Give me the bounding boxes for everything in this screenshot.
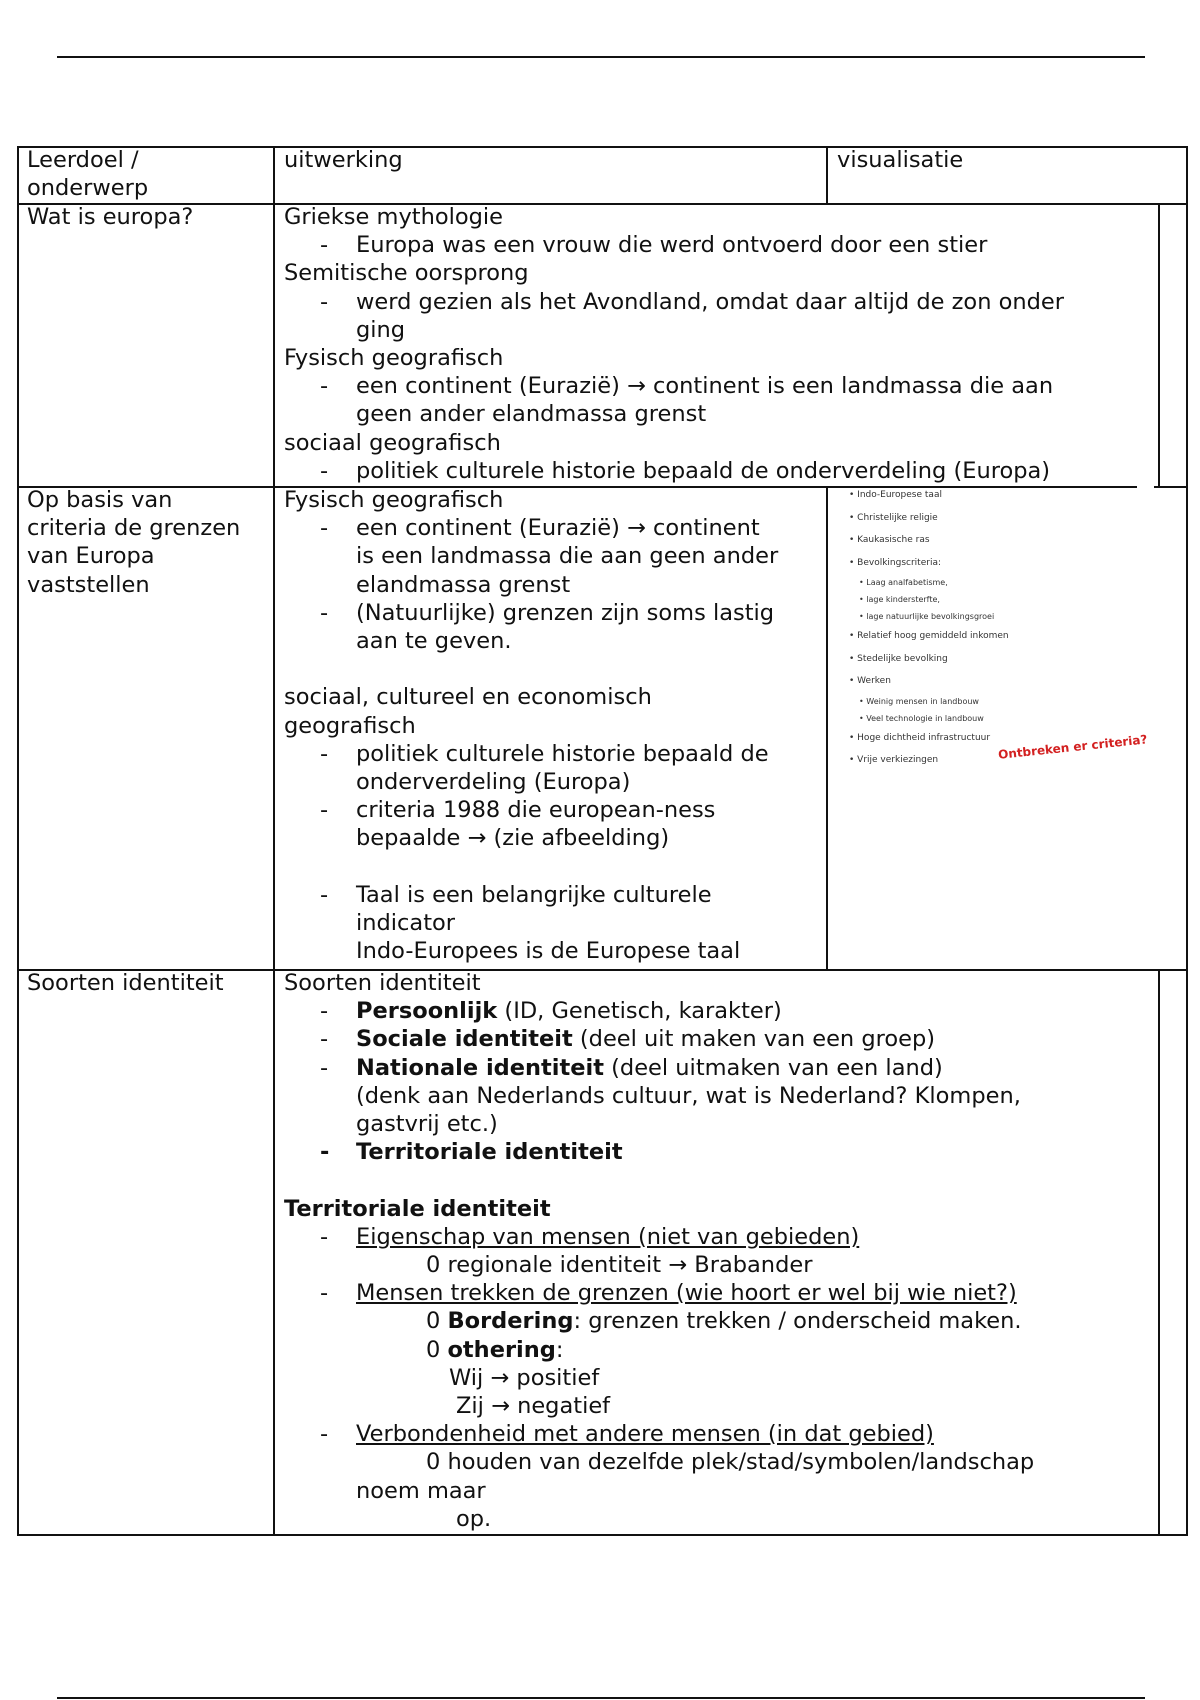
blank-line	[284, 655, 778, 683]
heading-line: sociaal, cultureel en economisch	[284, 684, 652, 711]
header-topic-line: Leerdoel /	[27, 147, 139, 173]
bullet-text: aan te geven.	[356, 628, 512, 655]
sub-text: : grenzen trekken / onderscheid maken.	[573, 1308, 1022, 1335]
bullet-text: indicator	[356, 910, 456, 937]
bold-term: othering	[447, 1336, 556, 1363]
bullet-text: - politiek culturele historie bepaald de	[356, 740, 769, 767]
bullet-text: - politiek culturele historie bepaald de onderverdeling (Europa)	[356, 457, 1051, 484]
underlined-text: - Eigenschap van mensen (niet van gebieden)	[356, 1223, 860, 1250]
header-visualisation	[827, 146, 973, 174]
section-heading: Territoriale identiteit	[284, 1195, 551, 1222]
header-topic-line: onderwerp	[27, 175, 149, 202]
criteria-item: • Indo-Europese taal	[849, 490, 942, 500]
row2-content	[274, 486, 788, 965]
table-border-left	[17, 146, 19, 1536]
topic-line: Op basis van	[27, 487, 173, 513]
bullet-item	[284, 1420, 1034, 1448]
criteria-item: • Bevolkingscriteria:	[849, 557, 941, 568]
criteria-item: • Werken	[849, 676, 891, 686]
bullet-text: ging	[356, 316, 406, 343]
row3-content	[274, 969, 1044, 1533]
footer-rule	[57, 1697, 1145, 1699]
underlined-text: - Verbondenheid met andere mensen (in dat gebied)	[356, 1421, 934, 1448]
topic-line: vaststellen	[27, 571, 150, 598]
criteria-image	[849, 484, 1149, 774]
bullet-item	[284, 1025, 1034, 1053]
row1-topic	[17, 203, 274, 231]
table-border-bottom	[17, 1534, 1188, 1536]
column-divider	[1158, 969, 1160, 1536]
sub-marker: 0	[426, 1336, 448, 1363]
topic-line: van Europa	[27, 543, 155, 570]
bullet-text: (deel uit maken van een groep)	[572, 1026, 936, 1053]
criteria-subitem: • Weinig mensen in landbouw	[859, 696, 979, 706]
header-rule	[57, 56, 1145, 58]
row1-content	[274, 203, 1074, 485]
bullet-text: - Taal is een belangrijke culturele	[356, 881, 712, 908]
bullet-item	[284, 997, 1034, 1025]
heading-line: sociaal geografisch	[284, 429, 501, 456]
table-border-right	[1186, 146, 1188, 1536]
bullet-text: (ID, Genetisch, karakter)	[497, 998, 782, 1025]
bullet-item	[284, 1054, 1034, 1139]
sub-marker: 0	[426, 1308, 448, 1335]
row3-topic-text: Soorten identiteit	[27, 970, 224, 996]
sub-point	[284, 1336, 1034, 1364]
bullet-item	[284, 514, 778, 599]
row2-topic	[17, 486, 274, 599]
bullet-text: gastvrij etc.)	[356, 1111, 498, 1138]
heading-line: geografisch	[284, 712, 416, 739]
heading-line: Fysisch geografisch	[284, 345, 504, 372]
bold-term: Nationale identiteit	[356, 1054, 604, 1081]
bullet-text: - criteria 1988 die european-ness	[356, 797, 716, 824]
bullet-item	[284, 881, 778, 966]
heading-line: Fysisch geografisch	[284, 487, 504, 513]
bold-term: Sociale identiteit	[356, 1026, 573, 1053]
blank-line	[284, 1166, 1034, 1194]
criteria-item: • Stedelijke bevolking	[849, 653, 948, 664]
bullet-text: - een continent (Eurazië) → continent	[356, 515, 760, 542]
bullet-text: geen ander elandmassa grenst	[356, 401, 707, 428]
bullet-item	[284, 796, 778, 852]
bullet-text: - werd gezien als het Avondland, omdat daar altijd de zon onder	[356, 288, 1065, 315]
continuation-line: op.	[456, 1505, 492, 1532]
heading-line: Soorten identiteit	[284, 970, 481, 996]
criteria-subitem: • lage natuurlijke bevolkingsgroei	[859, 612, 995, 621]
bullet-item	[284, 740, 778, 796]
sub-sub-point: Wij → positief	[449, 1364, 600, 1391]
bullet-item	[284, 1223, 1034, 1251]
criteria-item: • Vrije verkiezingen	[849, 755, 939, 765]
bullet-text: - een continent (Eurazië) → continent is een landmassa die aan	[356, 373, 1054, 400]
criteria-subitem: • lage kindersterfte,	[859, 595, 940, 604]
sub-text: :	[555, 1336, 564, 1363]
notes-table	[17, 146, 1188, 1536]
bold-term: - Territoriale identiteit	[356, 1139, 623, 1166]
bullet-item	[284, 288, 1064, 344]
bullet-item	[284, 1279, 1034, 1307]
bullet-text: (denk aan Nederlands cultuur, wat is Nederland? Klompen,	[356, 1082, 1021, 1109]
criteria-item: • Hoge dichtheid infrastructuur	[849, 732, 991, 743]
bullet-text: elandmassa grenst	[356, 571, 571, 598]
blank-line	[284, 853, 778, 881]
bullet-text: onderverdeling (Europa)	[356, 769, 631, 796]
bullet-text: bepaalde → (zie afbeelding)	[356, 825, 670, 852]
criteria-subitem: • Veel technologie in landbouw	[859, 713, 984, 723]
bullet-text: - Europa was een vrouw die werd ontvoerd door een stier	[356, 232, 988, 259]
row3-topic	[17, 969, 274, 997]
column-divider	[826, 486, 828, 971]
sub-point: 0 houden van dezelfde plek/stad/symbolen/landschap	[426, 1449, 1035, 1476]
bullet-text: Indo-Europees is de Europese taal	[356, 938, 741, 965]
sub-point: 0 regionale identiteit → Brabander	[426, 1252, 813, 1279]
header-visualisation-text: visualisatie	[837, 147, 964, 173]
criteria-item: • Kaukasische ras	[849, 535, 930, 545]
bullet-text: (deel uitmaken van een land)	[604, 1054, 943, 1081]
sub-point	[284, 1307, 1034, 1335]
bold-term: Bordering	[447, 1308, 574, 1335]
bullet-item	[284, 457, 1064, 485]
continuation-line: noem maar	[356, 1477, 486, 1504]
bullet-item	[284, 372, 1064, 428]
column-divider	[1158, 203, 1160, 488]
topic-line: criteria de grenzen	[27, 515, 241, 542]
header-elaboration	[274, 146, 413, 174]
bullet-item	[284, 599, 778, 655]
criteria-item: • Relatief hoog gemiddeld inkomen	[849, 631, 1009, 641]
heading-line: Griekse mythologie	[284, 204, 504, 230]
criteria-item: • Christelijke religie	[849, 512, 938, 523]
header-elaboration-text: uitwerking	[284, 147, 403, 173]
bullet-text: is een landmassa die aan geen ander	[356, 543, 779, 570]
heading-line: Semitische oorsprong	[284, 260, 529, 287]
header-topic	[17, 146, 237, 202]
row1-topic-text: Wat is europa?	[27, 204, 194, 230]
bullet-text: - (Natuurlijke) grenzen zijn soms lastig	[356, 599, 775, 626]
underlined-text: - Mensen trekken de grenzen (wie hoort er wel bij wie niet?)	[356, 1280, 1017, 1307]
bold-term: Persoonlijk	[356, 998, 498, 1025]
sub-sub-point: Zij → negatief	[456, 1393, 611, 1420]
criteria-subitem: • Laag analfabetisme,	[859, 578, 948, 587]
bullet-item	[284, 231, 1064, 259]
bullet-item	[284, 1138, 1034, 1166]
handwritten-note: Ontbreken er criteria?	[997, 732, 1149, 762]
